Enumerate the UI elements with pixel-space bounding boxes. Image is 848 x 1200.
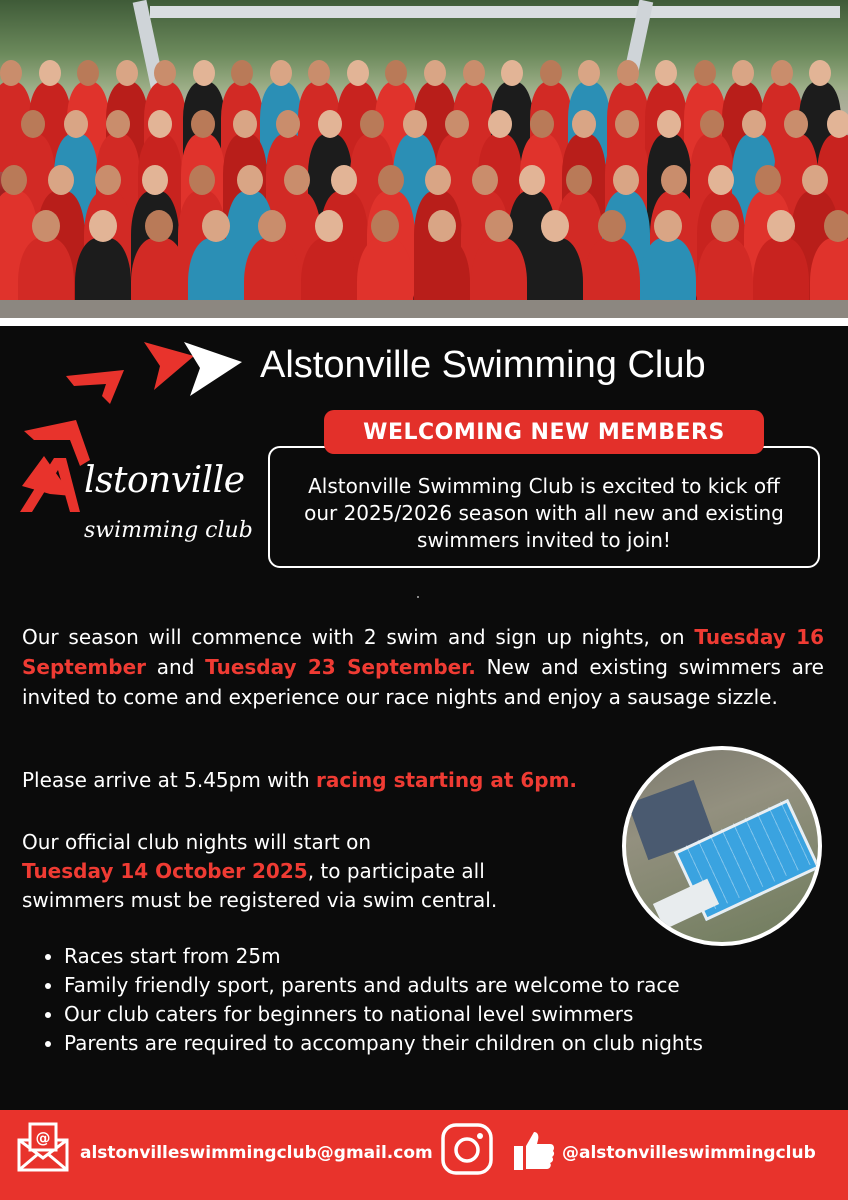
list-item: • Our club caters for beginners to national level swimmers xyxy=(64,1000,848,1029)
date-sign-up-2: Tuesday 23 September. xyxy=(205,655,476,679)
club-nights-date: Tuesday 14 October 2025 xyxy=(22,859,308,883)
intro-text: Alstonville Swimming Club is excited to kick off our 2025/2026 season with all new and existing swimmers invited to join! xyxy=(304,473,784,552)
photo-divider xyxy=(0,318,848,326)
racing-start-highlight: racing starting at 6pm. xyxy=(315,768,578,792)
intro-box xyxy=(268,446,820,568)
thumbs-up-icon[interactable] xyxy=(512,1128,556,1172)
logo-subtitle: swimming club xyxy=(84,518,253,543)
arrival-paragraph xyxy=(22,768,577,792)
club-nights-paragraph xyxy=(22,828,582,915)
club-nights-text-b: , to participate all swimmers must be registered via swim central. xyxy=(22,859,498,912)
club-logo xyxy=(14,336,264,566)
list-item: • Races start from 25m xyxy=(64,942,848,971)
arrival-text: Please arrive at 5.45pm with xyxy=(22,768,316,792)
list-item: • Family friendly sport, parents and adults are welcome to race xyxy=(64,971,848,1000)
welcome-banner: WELCOMING NEW MEMBERS xyxy=(324,410,764,454)
svg-text:@: @ xyxy=(35,1129,51,1147)
logo-wordmark: lstonville xyxy=(84,460,245,501)
season-paragraph xyxy=(22,622,824,712)
features-list xyxy=(42,942,848,1058)
list-item: • Parents are required to accompany their children on club nights xyxy=(64,1029,848,1058)
team-photo xyxy=(0,0,848,318)
instagram-icon[interactable] xyxy=(440,1122,494,1176)
social-handle[interactable]: @alstonvilleswimmingclub xyxy=(562,1143,816,1163)
page-title: Alstonville Swimming Club xyxy=(260,344,706,386)
email-icon xyxy=(16,1120,70,1174)
season-text-b: and xyxy=(146,655,206,679)
season-text-c: New and existing swimmers are invited to come and experience our race nights and enjoy a sausage sizzle. xyxy=(22,655,824,709)
pool-aerial-photo xyxy=(622,746,822,946)
club-nights-text-a: Our official club nights will start on xyxy=(22,830,372,854)
logo-a-mark-icon xyxy=(18,454,88,514)
date-sign-up-1: Tuesday 16 September xyxy=(22,625,825,679)
divider-dot xyxy=(417,596,419,598)
email-address[interactable]: alstonvilleswimmingclub@gmail.com xyxy=(80,1143,433,1163)
season-text-a: Our season will commence with 2 swim and sign up nights, on xyxy=(22,625,695,649)
